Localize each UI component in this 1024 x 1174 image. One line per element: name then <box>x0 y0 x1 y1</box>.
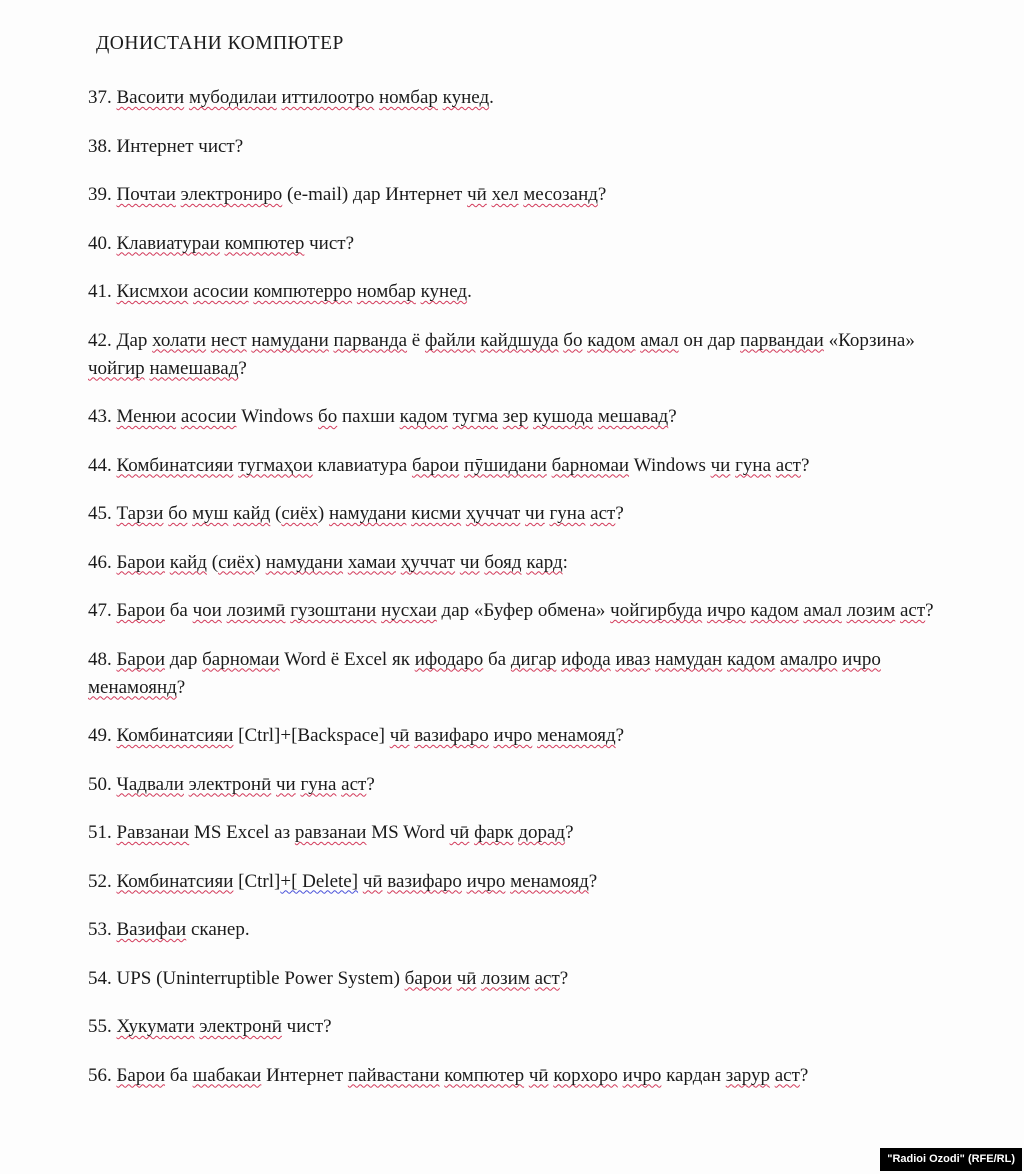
plain-text: ) <box>254 551 266 573</box>
spellcheck-flagged-text: чи <box>276 773 296 795</box>
spellcheck-flagged-text: кайд <box>233 503 271 524</box>
spellcheck-flagged-text: холати <box>152 329 207 351</box>
spellcheck-flagged-text: барномаи <box>551 454 630 476</box>
plain-text: ба <box>165 1064 193 1086</box>
spellcheck-flagged-text: кард <box>526 551 563 573</box>
spellcheck-flagged-text: кисми <box>411 503 462 524</box>
question-number: 53. <box>88 919 117 940</box>
spellcheck-flagged-text: Менюи <box>116 406 177 427</box>
spellcheck-flagged-text: менамояд <box>510 870 589 892</box>
spellcheck-flagged-text: аст <box>900 600 926 621</box>
question-number: 47. <box>88 600 117 621</box>
plain-text: ? <box>238 357 247 379</box>
question-number: 39. <box>88 184 117 205</box>
spellcheck-flagged-text: мубодилаи <box>188 87 277 108</box>
question-number: 50. <box>88 773 117 795</box>
spellcheck-flagged-text: Хукумати <box>116 1016 195 1037</box>
spellcheck-flagged-text: чӣ <box>389 725 410 746</box>
spellcheck-flagged-text: барои <box>411 454 460 476</box>
spellcheck-flagged-text: кадом <box>750 600 799 621</box>
spellcheck-flagged-text: кадом <box>587 329 636 351</box>
question-item <box>88 1062 939 1090</box>
question-item <box>88 327 939 383</box>
question-number: 46. <box>88 551 117 573</box>
plain-text: ? <box>597 184 607 205</box>
spellcheck-flagged-text: Тарзи <box>116 503 164 524</box>
question-item <box>88 452 939 480</box>
plain-text: ? <box>615 503 624 524</box>
spellcheck-flagged-text: кунед <box>442 87 490 108</box>
question-list <box>88 84 939 1090</box>
spellcheck-flagged-text: ифода <box>561 648 611 670</box>
plain-text: ? <box>565 822 574 843</box>
plain-text: чист? <box>304 232 355 254</box>
spellcheck-flagged-text: лозимӣ <box>226 600 286 621</box>
spellcheck-flagged-text: пӯшидани <box>463 454 547 476</box>
spellcheck-flagged-text: Чадвали <box>116 773 184 795</box>
spellcheck-flagged-text: месозанд <box>523 184 598 205</box>
spellcheck-flagged-text: чи <box>525 503 545 524</box>
plain-text: ( <box>206 551 219 573</box>
spellcheck-flagged-text: электрониро <box>180 184 283 205</box>
plain-text: чист? <box>281 1016 332 1037</box>
spellcheck-flagged-text: амалро <box>779 648 838 670</box>
plain-text: Интернет чист? <box>116 135 244 157</box>
question-item <box>88 646 939 702</box>
question-number: 41. <box>88 281 117 302</box>
spellcheck-flagged-text: менамоянд <box>88 676 177 698</box>
question-number: 37. <box>88 87 117 108</box>
spellcheck-flagged-text: Равзанаи <box>116 822 190 843</box>
question-item <box>88 771 939 799</box>
question-number: 49. <box>88 725 117 746</box>
plain-text: Дар <box>116 329 153 351</box>
spellcheck-flagged-text: чӣ <box>449 822 470 843</box>
spellcheck-flagged-text: нест <box>210 329 247 351</box>
spellcheck-flagged-text: аст <box>341 773 367 795</box>
question-item <box>88 500 939 528</box>
spellcheck-flagged-text: корхоро <box>553 1064 618 1086</box>
spellcheck-flagged-text: хамаи <box>347 551 396 573</box>
plain-text: дар <box>165 648 203 670</box>
spellcheck-flagged-text: ичро <box>466 870 506 892</box>
plain-text: ? <box>800 454 810 476</box>
spellcheck-flagged-text: ичро <box>706 600 746 621</box>
question-number: 44. <box>88 454 117 476</box>
spellcheck-flagged-text: намудани <box>251 329 329 351</box>
question-item <box>88 722 939 750</box>
question-item <box>88 403 939 431</box>
plain-text: ) <box>317 503 329 524</box>
plain-text: [Ctrl]+[Backspace] <box>233 725 390 746</box>
question-item <box>88 597 939 625</box>
spellcheck-flagged-text: аст <box>774 1064 800 1086</box>
spellcheck-flagged-text: мешавад <box>597 406 669 427</box>
spellcheck-flagged-text: намешавад <box>149 357 239 379</box>
question-number: 54. <box>88 967 117 989</box>
watermark-badge: "Radioi Ozodi" (RFE/RL) <box>880 1148 1022 1171</box>
plain-text: ? <box>925 600 934 621</box>
spellcheck-flagged-text: намудан <box>655 648 723 670</box>
plain-text: [Ctrl] <box>233 870 281 892</box>
spellcheck-flagged-text: лозим <box>846 600 896 621</box>
spellcheck-flagged-text: чӣ <box>362 870 383 892</box>
plain-text: ? <box>176 676 186 698</box>
spellcheck-flagged-text: компютерро <box>253 281 353 302</box>
spellcheck-flagged-text: парвандаи <box>740 329 824 351</box>
question-number: 55. <box>88 1016 117 1037</box>
question-item <box>88 965 939 993</box>
spellcheck-flagged-text: чӣ <box>456 967 477 989</box>
spellcheck-flagged-text: Барои <box>116 600 166 621</box>
question-number: 56. <box>88 1064 117 1086</box>
spellcheck-flagged-text: ичро <box>493 725 533 746</box>
spellcheck-flagged-text: кайд <box>169 551 207 573</box>
plain-text: он дар <box>678 329 741 351</box>
spellcheck-flagged-text: парванда <box>333 329 408 351</box>
question-number: 40. <box>88 232 117 254</box>
spellcheck-flagged-text: амал <box>640 329 679 351</box>
spellcheck-flagged-text: фарк <box>474 822 514 843</box>
question-item <box>88 181 939 209</box>
spellcheck-flagged-text: Комбинатсияи <box>116 725 234 746</box>
plain-text: : <box>562 551 568 573</box>
plain-text: ё <box>407 329 425 351</box>
spellcheck-flagged-text: вазифаро <box>414 725 489 746</box>
spellcheck-flagged-text: кадом <box>399 406 448 427</box>
plain-text: ? <box>588 870 598 892</box>
plain-text: ? <box>559 967 569 989</box>
spellcheck-flagged-text: асосии <box>193 281 249 302</box>
spellcheck-flagged-text: асосии <box>180 406 237 427</box>
spellcheck-flagged-text: чойгирбуда <box>610 600 703 621</box>
spellcheck-flagged-text: Комбинатсияи <box>116 870 234 892</box>
spellcheck-flagged-text: лозим <box>481 967 530 989</box>
question-item <box>88 549 939 577</box>
spellcheck-flagged-text: бояд <box>484 551 522 573</box>
question-item <box>88 916 939 944</box>
plain-text: Word ё Excel як <box>279 648 415 670</box>
spellcheck-flagged-text: гуна <box>300 773 337 795</box>
question-number: 52. <box>88 870 117 892</box>
plain-text: . <box>467 281 472 302</box>
question-item <box>88 84 939 112</box>
spellcheck-flagged-text: дигар <box>510 648 557 670</box>
spellcheck-flagged-text: чӣ <box>528 1064 549 1086</box>
spellcheck-flagged-text: электронӣ <box>199 1016 282 1037</box>
spellcheck-flagged-text: барои <box>404 967 452 989</box>
spellcheck-flagged-text: Барои <box>116 551 166 573</box>
spellcheck-flagged-text: амал <box>803 600 842 621</box>
page-title: ДОНИСТАНИ КОМПЮТЕР <box>96 33 344 54</box>
spellcheck-flagged-text: Барои <box>116 1064 166 1086</box>
spellcheck-flagged-text: бо <box>563 329 583 351</box>
spellcheck-flagged-text: кадом <box>726 648 776 670</box>
spellcheck-flagged-text: иттилоотро <box>281 87 375 108</box>
spellcheck-flagged-text: хел <box>491 184 519 205</box>
plain-text: сканер. <box>186 919 250 940</box>
spellcheck-flagged-text: файли <box>424 329 476 351</box>
question-item <box>88 1013 939 1041</box>
spellcheck-flagged-text: тугма <box>452 406 499 427</box>
spellcheck-flagged-text: ифодаро <box>414 648 484 670</box>
question-number: 51. <box>88 822 117 843</box>
spellcheck-flagged-text: пайвастани <box>347 1064 440 1086</box>
plain-text: MS Word <box>366 822 450 843</box>
spellcheck-flagged-text: вазифаро <box>387 870 462 892</box>
question-item <box>88 819 939 847</box>
spellcheck-flagged-text: сиёх <box>281 503 318 524</box>
plain-text: Интернет <box>261 1064 348 1086</box>
plain-text: ? <box>366 773 375 795</box>
spellcheck-flagged-text: нусхаи <box>381 600 437 621</box>
spellcheck-flagged-text: намудани <box>265 551 344 573</box>
spellcheck-flagged-text: Барои <box>116 648 166 670</box>
spellcheck-flagged-text: барномаи <box>202 648 280 670</box>
question-number: 38. <box>88 135 117 157</box>
spellcheck-flagged-text: гуна <box>735 454 772 476</box>
question-item <box>88 133 939 161</box>
question-number: 45. <box>88 503 117 524</box>
spellcheck-flagged-text: зер <box>502 406 529 427</box>
plain-text: ? <box>615 725 625 746</box>
spellcheck-flagged-text: гуна <box>549 503 586 524</box>
spellcheck-flagged-text: сиёх <box>218 551 255 573</box>
spellcheck-flagged-text: чи <box>710 454 731 476</box>
plain-text: дар «Буфер обмена» <box>436 600 611 621</box>
plain-text: кардан <box>661 1064 726 1086</box>
spellcheck-flagged-text: Вазифаи <box>116 919 187 940</box>
spellcheck-flagged-text: Комбинатсияи <box>116 454 234 476</box>
spellcheck-flagged-text: ҳуччат <box>465 503 521 524</box>
plain-text: Windows <box>236 406 319 427</box>
spellcheck-flagged-text: кушода <box>532 406 594 427</box>
spellcheck-flagged-text: шабакаи <box>192 1064 262 1086</box>
spellcheck-flagged-text: равзанаи <box>294 822 367 843</box>
question-item <box>88 278 939 306</box>
spellcheck-flagged-text: Почтаи <box>116 184 176 205</box>
question-item <box>88 868 939 896</box>
spellcheck-flagged-text: ҳуччат <box>400 551 456 573</box>
spellcheck-flagged-text: кунед <box>420 281 468 302</box>
grammar-flagged-text: +[ Delete] <box>280 870 359 892</box>
plain-text: (e-mail) дар Интернет <box>282 184 468 205</box>
spellcheck-flagged-text: электронӣ <box>188 773 272 795</box>
plain-text: клавиатура <box>312 454 412 476</box>
spellcheck-flagged-text: номбар <box>356 281 416 302</box>
spellcheck-flagged-text: чӣ <box>467 184 487 205</box>
spellcheck-flagged-text: кайдшуда <box>480 329 559 351</box>
spellcheck-flagged-text: намудани <box>328 503 407 524</box>
spellcheck-flagged-text: номбар <box>378 87 438 108</box>
spellcheck-flagged-text: муш <box>192 503 229 524</box>
plain-text: ( <box>270 503 282 524</box>
question-number: 42. <box>88 329 117 351</box>
spellcheck-flagged-text: аст <box>534 967 560 989</box>
plain-text: Windows <box>629 454 711 476</box>
spellcheck-flagged-text: дорад <box>518 822 566 843</box>
plain-text: MS Excel аз <box>189 822 295 843</box>
spellcheck-flagged-text: Кисмхои <box>116 281 189 302</box>
spellcheck-flagged-text: ичро <box>842 648 881 670</box>
plain-text: . <box>489 87 494 108</box>
spellcheck-flagged-text: компютер <box>444 1064 525 1086</box>
spellcheck-flagged-text: Клавиатураи <box>116 232 220 254</box>
plain-text: ? <box>668 406 677 427</box>
question-number: 43. <box>88 406 117 427</box>
spellcheck-flagged-text: ичро <box>622 1064 662 1086</box>
spellcheck-flagged-text: менамояд <box>537 725 616 746</box>
spellcheck-flagged-text: зарур <box>725 1064 770 1086</box>
spellcheck-flagged-text: Васоити <box>116 87 185 108</box>
spellcheck-flagged-text: иваз <box>615 648 651 670</box>
spellcheck-flagged-text: чойгир <box>88 357 145 379</box>
spellcheck-flagged-text: бо <box>168 503 188 524</box>
spellcheck-flagged-text: гузоштани <box>290 600 377 621</box>
plain-text: ба <box>483 648 511 670</box>
question-item <box>88 230 939 258</box>
spellcheck-flagged-text: чи <box>459 551 480 573</box>
spellcheck-flagged-text: компютер <box>224 232 305 254</box>
spellcheck-flagged-text: тугмаҳои <box>238 454 313 476</box>
question-number: 48. <box>88 648 117 670</box>
spellcheck-flagged-text: чои <box>192 600 222 621</box>
plain-text: UPS (Uninterruptible Power System) <box>116 967 405 989</box>
plain-text: пахши <box>337 406 400 427</box>
plain-text: ба <box>165 600 193 621</box>
plain-text: «Корзина» <box>823 329 920 351</box>
spellcheck-flagged-text: аст <box>590 503 616 524</box>
plain-text: ? <box>799 1064 809 1086</box>
spellcheck-flagged-text: бо <box>318 406 338 427</box>
spellcheck-flagged-text: аст <box>775 454 801 476</box>
